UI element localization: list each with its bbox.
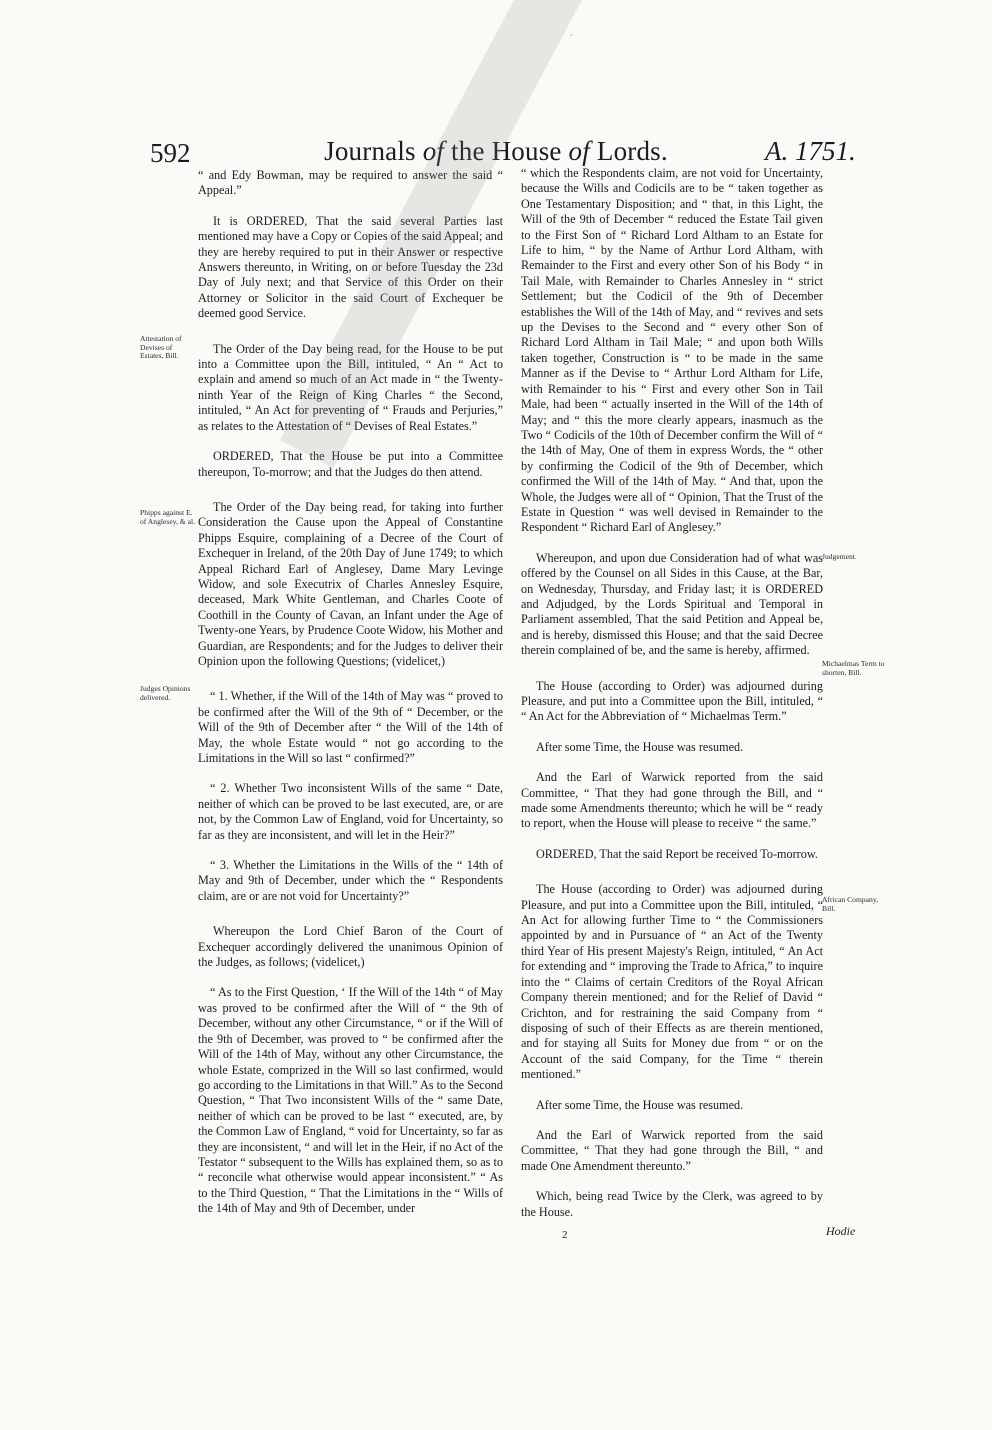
margin-note-judgement: Judgement. — [822, 552, 857, 561]
margin-note-michaelmas: Michaelmas Term to shorten, Bill. — [822, 659, 885, 677]
paragraph: After some Time, the House was resumed. — [536, 1097, 744, 1112]
paragraph: The House (according to Order) was adjourned during Pleasure, and put into a Committee upon the Bill, intituled, “ An Act for allowing further Time to “ the Commissioners appointed by and in Pursuance of “ an Act of the Twenty third Year of His present Majesty's Reign, intituled, “ An Act for extending and “ improving the Trade to Africa,” to inquire into the “ Claims of certain Creditors of the Royal African Company therein mentioned; and for the Relief of David “ Crichton, and for restraining the said Company from “ disposing of such of their Effects as are therein mentioned, and for staying all Suits for Money due from “ or on the Account of the said Company, for the Time “ therein mentioned.” — [521, 882, 823, 1082]
opinion: “ As to the First Question, ‘ If the Will of the 14th “ of May was proved to be confirmed after the Will of “ the 9th of December, without any other Circumstance, “ or if the Will of the 9th of December, was proved to “ be confirmed after the Will of the 14th of May, without any other Circumstance, the whole Estate, comprized in the Will so last confirmed, would go according to the Limitations in that Will.” As to the Second Question, “ That Two inconsistent Wills of the “ same Date, neither of which can be proved to be last “ executed, are, by the Common Law of England, “ void for Uncertainty, so far as they are inconsistent, “ and will let in the Heir, if no Act of the Testator “ subsequent to the Wills has explained them, so as to “ reconcile what otherwise would appear inconsistent.” “ As to the Third Question, “ That the Limitations in the “ Wills of the 14th of May and 9th of December, under — [198, 985, 503, 1216]
paragraph: The House (according to Order) was adjourned during Pleasure, and put into a Committee upon the Bill, intituled, “ “ An Act for the Abbreviation of “ Michaelmas Term.” — [521, 678, 823, 724]
paragraph: The Order of the Day being read, for the House to be put into a Committee upon the Bill, intituled, “ An “ Act to explain and amend so much of an Act made in “ the Twenty-ninth Year of the Reign of King Charles “ the Second, intituled, “ An Act for preventing of “ Frauds and Perjuries,” as relates to the Attestation of “ Devises of Real Estates.” — [198, 341, 503, 433]
year-heading: A. 1751. — [765, 136, 856, 166]
question: “ 1. Whether, if the Will of the 14th of May was “ proved to be confirmed after the Will of the 9th of “ December, or the Will of the 9th of December after “ the Will of the 14th of May, the whole Estate would “ not go according to the Limitations in the Will so last “ confirmed?” — [198, 689, 503, 765]
paragraph: It is ORDERED, That the said several Parties last mentioned may have a Copy or Copies of the said Appeal; and they are hereby required to put in their Answer or respective Answers thereunto, in Writing, on or before Tuesday the 23d Day of July next; and that Service of this Order on their Attorney or Solicitor in the said Court of Exchequer be deemed good Service. — [198, 213, 503, 321]
paragraph: And the Earl of Warwick reported from the said Committee, “ That they had gone through the Bill, and “ made some Amendments thereunto; which he will be “ ready to report, when the House will please to receive “ the same.” — [521, 770, 823, 831]
paragraph: Whereupon, and upon due Consideration had of what was offered by the Counsel on all Sides in this Cause, at the Bar, on Wednesday, Thursday, and Friday last; it is ORDERED and Adjudged, by the Lords Spiritual and Temporal in Parliament assembled, That the said Petition and Appeal be, and is hereby, dismissed this House; and that the said Decree therein complained of be, and the same is hereby, affirmed. — [521, 550, 823, 658]
title-of-1: of — [422, 136, 445, 166]
page-number: 592 — [150, 138, 191, 168]
question: “ 2. Whether Two inconsistent Wills of the same “ Date, neither of which can be proved to be last executed, are, or are not, by the Common Law of England, void for Uncertainty, so far as they are inconsistent, and will let in the Heir?” — [198, 781, 503, 842]
ink-speck: ˊ — [569, 34, 573, 43]
title-of-2: of — [568, 136, 590, 166]
paragraph: “ and Edy Bowman, may be required to answer the said “ Appeal.” — [198, 168, 503, 198]
margin-note-hearing: Phipps against E. of Anglesey, & al. — [140, 508, 195, 526]
signature-mark: 2 — [562, 1229, 568, 1241]
question: “ 3. Whether the Limitations in the Wills of the “ 14th of May and 9th of December, under which the “ Respondents claim, are or are not void for Uncertainty?” — [198, 858, 503, 903]
paragraph: The Order of the Day being read, for taking into further Consideration the Cause upon the Appeal of Constantine Phipps Esquire, complaining of a Decree of the Court of Exchequer in Ireland, of the 20th Day of June 1749; to which Appeal Richard Earl of Anglesey, Dame Mary Levinge Widow, and sole Executrix of Charles Annesley Esquire, deceased, Mark White Gentleman, and Charles Coote of Coothill in the County of Cavan, an Infant under the Age of Twenty-one Years, by Prudence Coote Widow, his Mother and Guardian, are Respondents; and for the Judges to deliver their Opinion upon the following Questions; (videlicet,) — [198, 499, 503, 668]
paragraph: Whereupon the Lord Chief Baron of the Court of Exchequer accordingly delivered the unanimous Opinion of the Judges, as follows; (videlicet,) — [198, 924, 503, 970]
opinion-continued: “ which the Respondents claim, are not void for Uncertainty, because the Wills and Codicils are to be “ taken together as One Testamentary Disposition; and “ that, in this Light, the Will of the 9th of December “ reduced the Estate Tail given to the First Son of “ Richard Lord Altham to an Estate for Life to him, “ by the Name of Arthur Lord Altham, with Remainder to the First and every other Son of his Body “ in Tail Male, with Remainder to Charles Annesley in “ strict Settlement; but the Codicil of the 9th of December establishes the Will of the 14th of May, and “ revives and sets up the Devises to the Second and “ every other Son of Richard Lord Altham in Tail Male; “ and upon both Wills taken together, Construction is “ to be made in the same Manner as if the Devise to “ Arthur Lord Altham for Life, with Remainder to his “ First and every other Son in Tail Male, had been “ actually inserted in the Will of the 14th of May; and “ this the more clearly appears, inasmuch as the Two “ Codicils of the 10th of December confirm the Will of “ the 14th of May, One of them in express Words, the “ other by confirming the Codicil of the 9th of December, which confirmed the Will of the 14th of May. “ And that, upon the Whole, the Judges were all of “ Opinion, That the Trust of the Estate in Question “ was well devised in Remainder to the Respondent “ Richard Earl of Anglesey.” — [521, 166, 823, 535]
margin-note-judges: Judges Opinions delivered. — [140, 684, 191, 702]
catchword: Hodie — [826, 1224, 856, 1238]
title-mid: the — [444, 136, 492, 166]
paragraph: Which, being read Twice by the Clerk, was agreed to by the House. — [521, 1189, 823, 1219]
margin-note-attestation: Attestation of Devises of Estates, Bill. — [140, 334, 182, 361]
title-suffix: Lords. — [589, 136, 668, 166]
paragraph: ORDERED, That the said Report be received To-morrow. — [536, 846, 818, 861]
paragraph: After some Time, the House was resumed. — [536, 739, 744, 754]
title-prefix: Journals — [324, 136, 423, 166]
margin-note-african: African Company, Bill. — [822, 895, 879, 913]
title-house: House — [491, 136, 562, 166]
right-column — [521, 166, 823, 1235]
paragraph: And the Earl of Warwick reported from the said Committee, “ That they had gone through the Bill, “ and made One Amendment thereunto.” — [521, 1127, 823, 1173]
paragraph: ORDERED, That the House be put into a Committee thereupon, To-morrow; and that the Judges do then attend. — [198, 449, 503, 479]
left-column — [198, 168, 503, 1232]
